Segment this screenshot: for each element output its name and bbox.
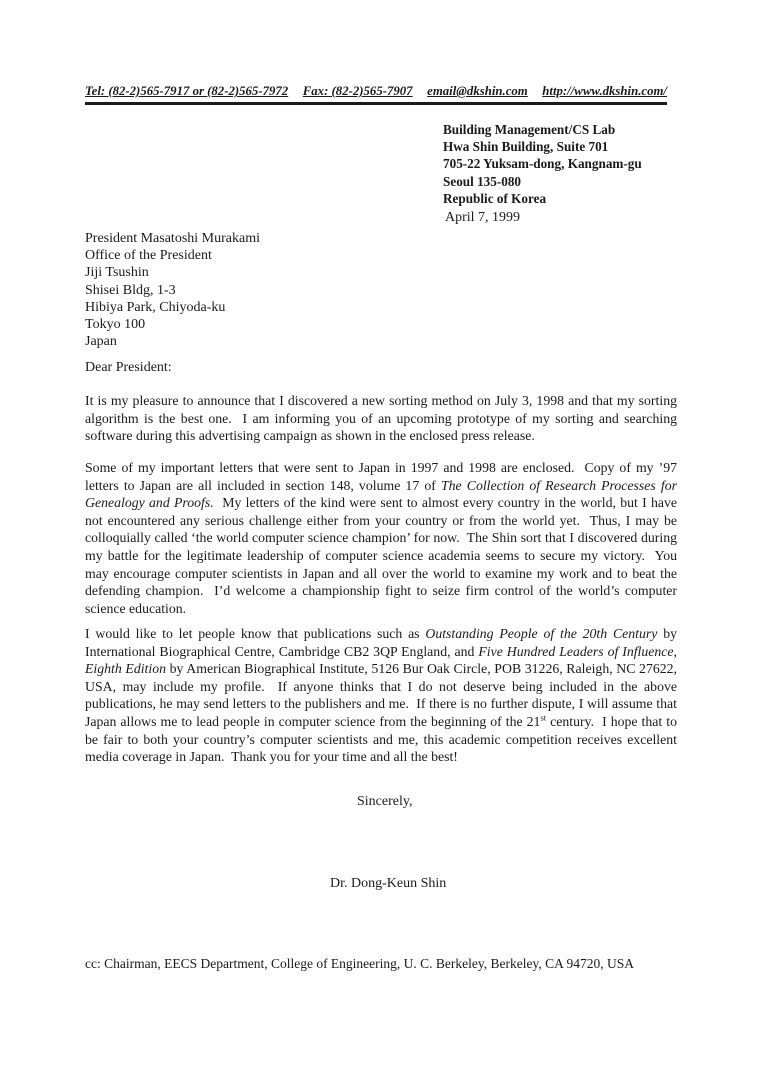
text-run: Outstanding People of the 20th Century <box>425 626 658 641</box>
closing-sincerely: Sincerely, <box>357 794 413 809</box>
text-run: st <box>540 712 547 723</box>
recipient-line-company: Jiji Tsushin <box>85 265 149 281</box>
recipient-line-name: President Masatoshi Murakami <box>85 231 260 246</box>
cc-line: cc: Chairman, EECS Department, College of Engineering, U. C. Berkeley, Berkeley, CA 94720, USA <box>85 956 635 971</box>
text-run: It is my pleasure to announce that I discovered a new sorting method on July 3, 1998 and that my sorting algorithm is the best one. I am informing you of an upcoming prototype of my sorting and searching software during this advertising campaign as shown in the enclosed press release. <box>85 393 677 444</box>
sender-line-building: Hwa Shin Building, Suite 701 <box>443 139 609 155</box>
email-text: email@dkshin.com <box>427 84 528 98</box>
recipient-line-country: Japan <box>85 334 117 350</box>
text-run: by International Biographical Centre, Cambridge CB2 3QP England, and <box>85 626 678 659</box>
recipient-address-block <box>85 230 260 350</box>
sender-line-street: 705-22 Yuksam-dong, Kangnam-gu <box>443 156 642 172</box>
sender-line-city: Seoul 135-080 <box>443 173 522 189</box>
text-run: century. I hope that to be fair to both your country’s computer scientists and me, this academic competition receives excellent media coverage in Japan. Thank you for your time and all the best! <box>85 713 677 765</box>
body-paragraph-2 <box>85 459 677 617</box>
signature-name: Dr. Dong-Keun Shin <box>330 876 447 891</box>
text-run: My letters of the kind were sent to almost every country in the world, but I have not encountered any serious challenge either from your country or from the world yet. Thus, I may be colloquially called ‘the world computer science champion’ for now. The Shin sort that I discovered during my battle for the legitimate leadership of computer science academia seems to secure my victory. You may encourage computer scientists in Japan and all over the world to examine my work and to beat the defending champion. I’d welcome a championship fight to seize firm control of the world’s computer science education. <box>85 495 677 616</box>
text-run: I would like to let people know that publications such as <box>85 626 426 641</box>
recipient-line-city: Tokyo 100 <box>85 317 146 333</box>
sender-line-lab: Building Management/CS Lab <box>443 122 616 137</box>
text-run: Some of my important letters that were sent to Japan in 1997 and 1998 are enclosed. Copy of my ’97 letters to Japan are all included in section 148, volume 17 of <box>85 460 677 493</box>
sender-address-block <box>443 121 642 207</box>
fax-text: Fax: (82-2)565-7907 <box>302 84 413 98</box>
body-paragraph-1 <box>85 392 677 445</box>
text-run: The Collection of Research Processes for Genealogy and Proofs. <box>85 477 677 511</box>
tel-text: Tel: (82-2)565-7917 or (82-2)565-7972 <box>85 84 289 98</box>
text-run: by American Biographical Institute, 5126 Bur Oak Circle, POB 31226, Raleigh, NC 27622, USA, may include my profile. If anyone thinks that I do not deserve being included in the above publications, he may send letters to the publishers and me. If there is no further dispute, I will assume that Japan allows me to lead people in computer science from the beginning of the 21 <box>85 661 677 729</box>
letter-date: April 7, 1999 <box>445 210 521 225</box>
recipient-line-office: Office of the President <box>85 248 212 264</box>
recipient-line-building: Shisei Bldg, 1-3 <box>85 282 176 298</box>
salutation: Dear President: <box>85 360 172 375</box>
sender-line-country: Republic of Korea <box>443 190 547 206</box>
website-text: http://www.dkshin.com/ <box>542 84 667 98</box>
text-run: Five Hundred Leaders of Influence, Eighth Edition <box>85 643 678 677</box>
body-paragraph-3 <box>85 625 677 766</box>
letterhead-contact-bar <box>85 84 667 105</box>
recipient-line-district: Hibiya Park, Chiyoda-ku <box>85 299 226 315</box>
